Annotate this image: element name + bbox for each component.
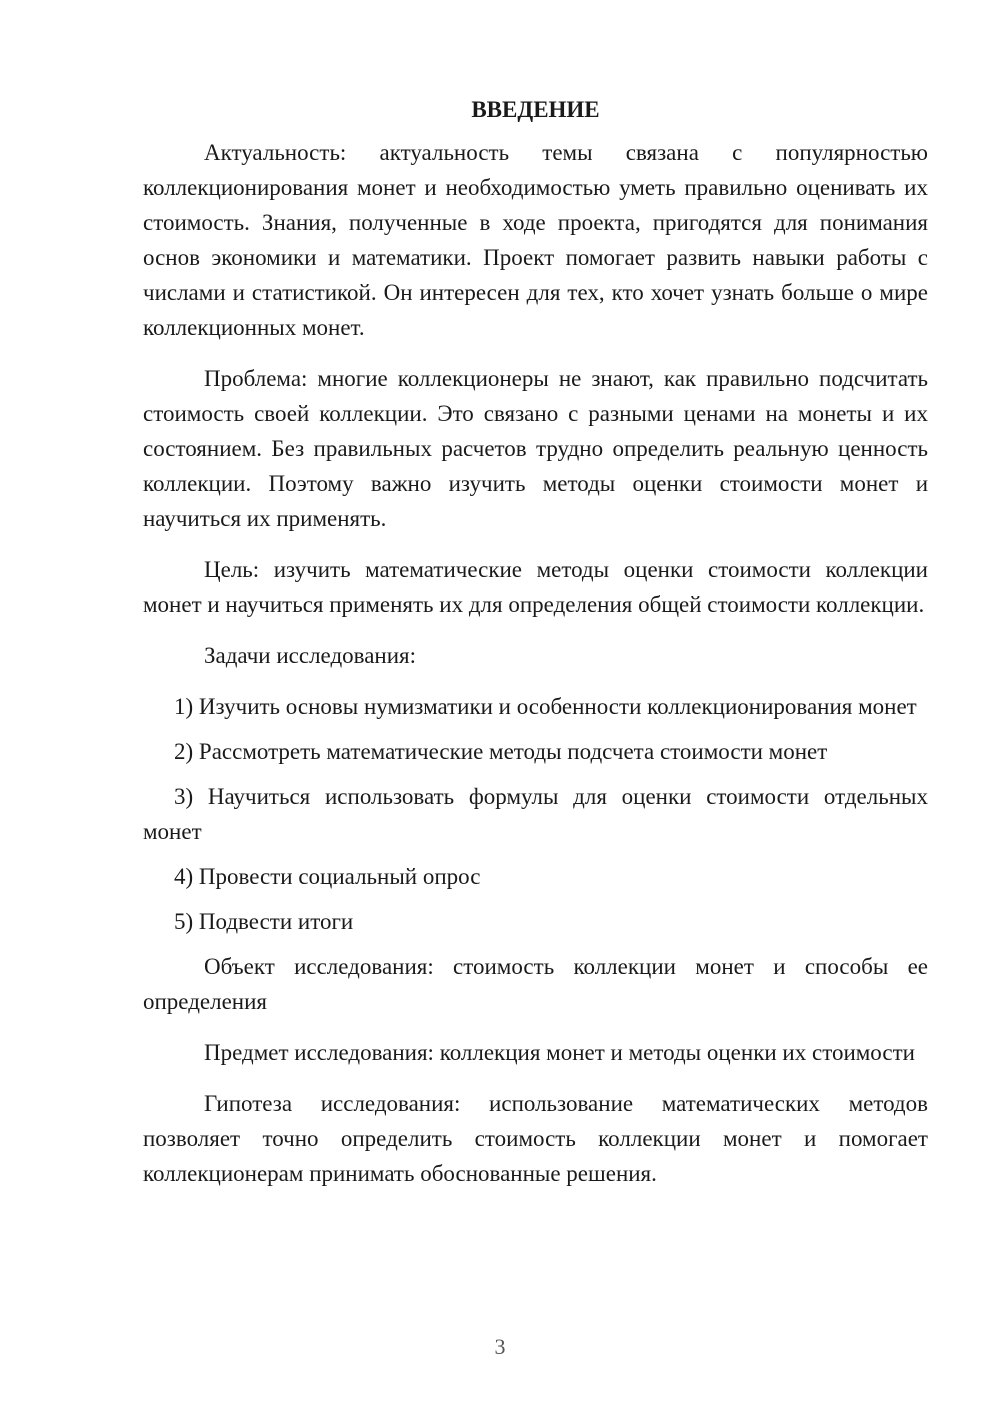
list-item: 5) Подвести итоги	[174, 909, 354, 934]
list-item: 1) Изучить основы нумизматики и особенности коллекционирования монет	[174, 694, 917, 719]
problem-paragraph: Проблема: многие коллекционеры не знают, как правильно подсчитать стоимость своей коллекции. Это связано с разными ценами на монеты и их состоянием. Без правильных расчетов трудно определить реальную ценность коллекции. Поэтому важно изучить методы оценки стоимости монет и научиться их применять.	[143, 366, 928, 531]
list-item: 2) Рассмотреть математические методы подсчета стоимости монет	[174, 739, 828, 764]
hypothesis-paragraph: Гипотеза исследования: использование математических методов позволяет точно определить стоимость коллекции монет и помогает коллекционерам принимать обоснованные решения.	[143, 1091, 928, 1186]
subject-paragraph: Предмет исследования: коллекция монет и методы оценки их стоимости	[204, 1040, 915, 1065]
list-item: 3) Научиться использовать формулы для оценки стоимости отдельных монет	[143, 784, 928, 844]
tasks-heading: Задачи исследования:	[204, 643, 417, 668]
object-paragraph: Объект исследования: стоимость коллекции монет и способы ее определения	[143, 954, 928, 1014]
tasks-list	[143, 689, 928, 939]
goal-paragraph: Цель: изучить математические методы оценки стоимости коллекции монет и научиться применять их для определения общей стоимости коллекции.	[143, 557, 928, 617]
list-item: 4) Провести социальный опрос	[174, 864, 481, 889]
relevance-paragraph: Актуальность: актуальность темы связана с популярностью коллекционирования монет и необходимостью уметь правильно оценивать их стоимость. Знания, полученные в ходе проекта, пригодятся для понимания основ экономики и математики. Проект помогает развить навыки работы с числами и статистикой. Он интересен для тех, кто хочет узнать больше о мире коллекционных монет.	[143, 140, 928, 340]
section-title: ВВЕДЕНИЕ	[471, 97, 600, 122]
page-number: 3	[494, 1334, 506, 1359]
document-page	[143, 92, 928, 1207]
